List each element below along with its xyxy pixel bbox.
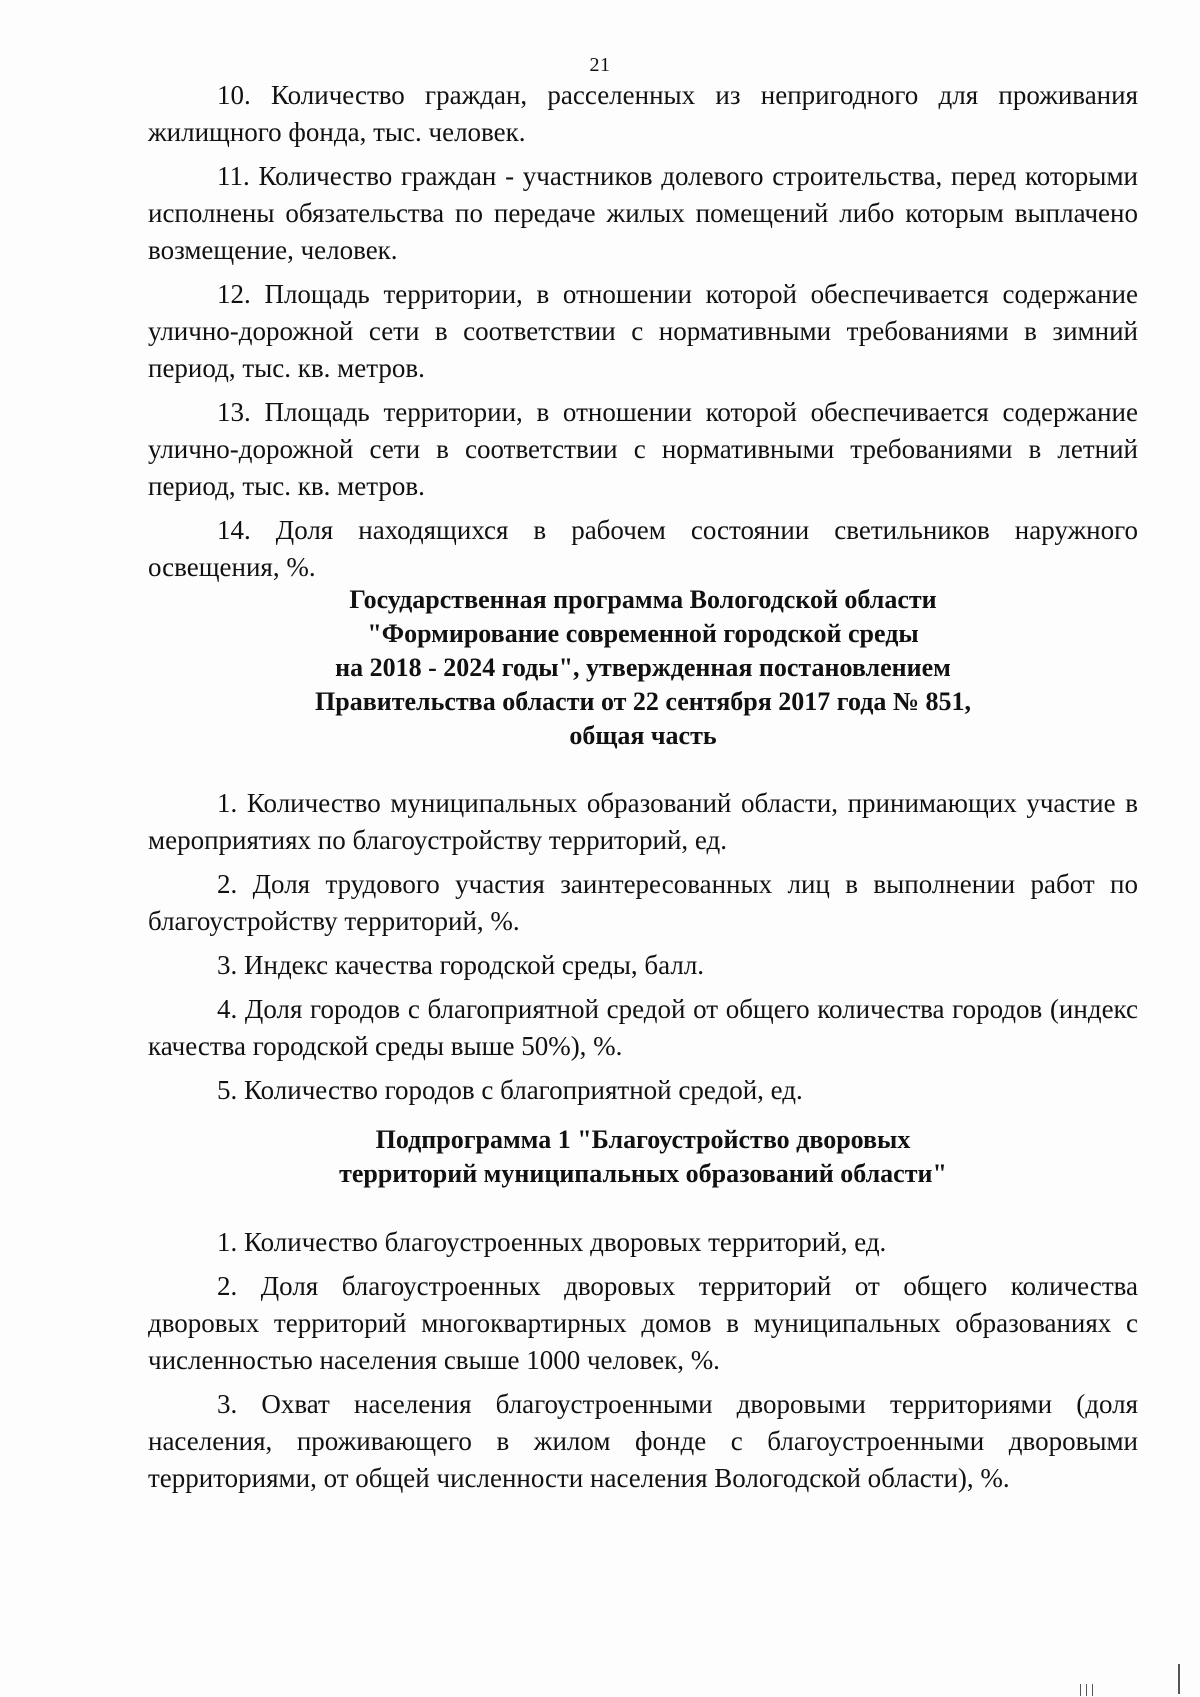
scan-artifact (1080, 1684, 1081, 1696)
indicator-item: 10. Количество граждан, расселенных из непригодного для проживания жилищного фонда, тыс. человек. (148, 80, 1138, 147)
indicator-item: 12. Площадь территории, в отношении которой обеспечивается содержание улично-дорожной сети в соответствии с нормативными требованиями в зимний период, тыс. кв. метров. (148, 279, 1138, 383)
indicator-item: 1. Количество благоустроенных дворовых территорий, ед. (217, 1227, 887, 1257)
subprogram-heading-line: Подпрограмма 1 "Благоустройство дворовых (375, 1125, 911, 1154)
program-heading-line: на 2018 - 2024 годы", утвержденная постановлением (335, 653, 951, 682)
indicator-list-section-3 (148, 1224, 1138, 1497)
subprogram-heading (148, 1123, 1138, 1191)
program-heading-line: "Формирование современной городской среды (367, 619, 919, 648)
program-heading (148, 583, 1138, 753)
program-heading-line: общая часть (569, 721, 717, 750)
indicator-item: 3. Индекс качества городской среды, балл. (217, 950, 705, 980)
indicator-item: 5. Количество городов с благоприятной средой, ед. (217, 1075, 803, 1105)
indicator-item: 2. Доля благоустроенных дворовых территорий от общего количества дворовых территорий многоквартирных домов в муниципальных образованиях с численностью населения свыше 1000 человек, %. (148, 1271, 1138, 1375)
indicator-list-section-2 (148, 785, 1138, 1109)
indicator-item: 2. Доля трудового участия заинтересованных лиц в выполнении работ по благоустройству территорий, %. (148, 869, 1138, 936)
indicator-item: 4. Доля городов с благоприятной средой от общего количества городов (индекс качества городской среды выше 50%), %. (148, 994, 1138, 1061)
indicator-item: 3. Охват населения благоустроенными дворовыми территориями (доля населения, проживающего в жилом фонде с благоустроенными дворовыми территориями, от общей численности населения Вологодской области), %. (148, 1389, 1138, 1493)
indicator-item: 1. Количество муниципальных образований области, принимающих участие в мероприятиях по благоустройству территорий, ед. (148, 788, 1138, 855)
page-number: 21 (589, 54, 611, 76)
program-heading-line: Государственная программа Вологодской области (349, 585, 937, 614)
indicator-item: 13. Площадь территории, в отношении которой обеспечивается содержание улично-дорожной сети в соответствии с нормативными требованиями в летний период, тыс. кв. метров. (148, 397, 1138, 501)
scan-artifact (1178, 1664, 1180, 1694)
indicator-item: 14. Доля находящихся в рабочем состоянии светильников наружного освещения, %. (148, 515, 1138, 582)
scan-artifact (1092, 1684, 1093, 1696)
indicator-item: 11. Количество граждан - участников долевого строительства, перед которыми исполнены обязательства по передаче жилых помещений либо которым выплачено возмещение, человек. (148, 161, 1138, 265)
subprogram-heading-line: территорий муниципальных образований области" (339, 1159, 947, 1188)
indicator-list-section-1 (148, 77, 1138, 586)
scan-artifact (1086, 1684, 1087, 1696)
program-heading-line: Правительства области от 22 сентября 2017 года № 851, (315, 687, 971, 716)
